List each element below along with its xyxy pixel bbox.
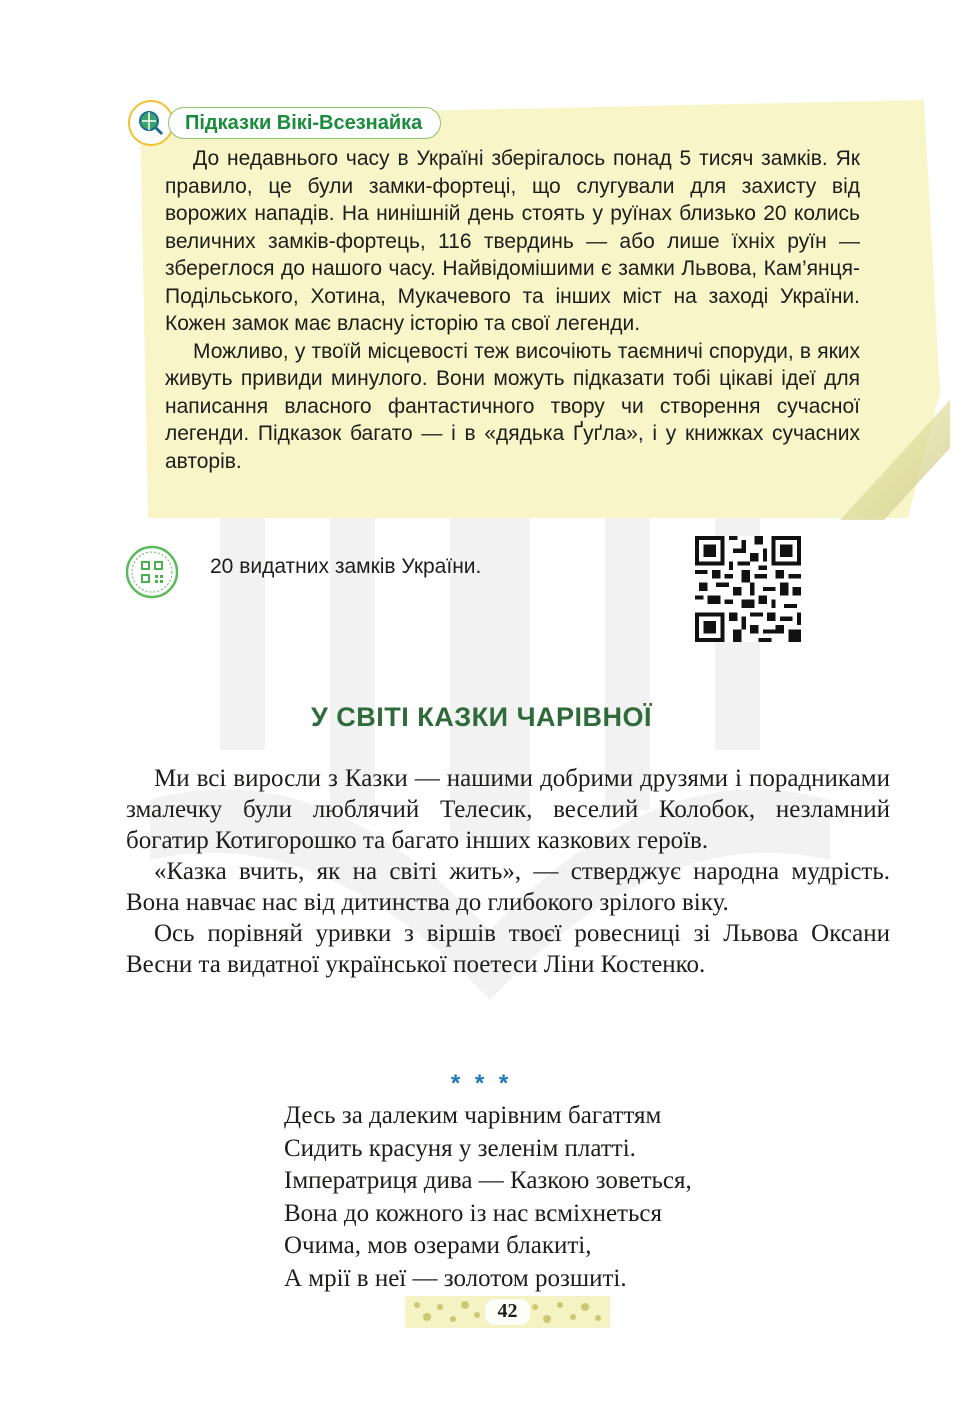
body-paragraph: «Казка вчить, як на світі жить», — стверджує народна мудрість. Вона навчає нас від дитинства до глибокого зрілого віку. bbox=[126, 858, 890, 916]
poem-line: Очима, мов озерами блакиті, bbox=[284, 1232, 592, 1259]
page-number: 42 bbox=[497, 1300, 518, 1322]
poem bbox=[284, 1100, 692, 1295]
body-paragraph: Ось порівняй уривки з віршів твоєї ровесниці зі Львова Оксани Весни та видатної української поетеси Ліни Костенко. bbox=[126, 920, 890, 978]
tip-text bbox=[165, 145, 860, 475]
tip-paragraph: До недавнього часу в Україні зберігалось понад 5 тисяч замків. Як правило, це були замки-фортеці, що слугували для захисту від ворожих нападів. На нинішній день стоять у руїнах близько 20 колись величних замків-фортець, 116 твердинь — або лише їхніх руїн — збереглося до нашого часу. Найвідомішими є замки Львова, Кам’янця-Подільського, Хотина, Мукачевого та інших міст на заході України. Кожен замок має власну історію та свої легенди. bbox=[165, 147, 860, 335]
tip-header bbox=[128, 100, 441, 146]
page-footer bbox=[405, 1293, 610, 1331]
poem-line: Сидить красуня у зеленім платті. bbox=[284, 1134, 636, 1162]
poem-line: Вона до кожного із нас всміхнеться bbox=[284, 1199, 662, 1227]
qr-block bbox=[125, 540, 825, 640]
qr-badge-icon bbox=[125, 545, 179, 599]
poem-line: Імператриця дива — Казкою зоветься, bbox=[284, 1167, 692, 1194]
qr-code[interactable] bbox=[695, 536, 801, 642]
tip-paragraph: Можливо, у твоїй місцевості теж височіють таємничі споруди, в яких живуть привиди минулого. Вони можуть підказати тобі цікаві ідеї для написання власного фантастичного твору чи створення сучасної легенди. Підказок багато — і в «дядька Ґуґла», і у книжках сучасних авторів. bbox=[165, 339, 860, 473]
body-paragraph: Ми всі виросли з Казки — нашими добрими друзями і порадниками змалечку були люблячий Телесик, веселий Колобок, незламний богатир Котигорошко та багато інших казкових героїв. bbox=[126, 765, 890, 854]
section-body bbox=[126, 763, 890, 980]
poem-separator: * * * bbox=[450, 1070, 513, 1097]
qr-caption: 20 видатних замків України. bbox=[210, 555, 482, 578]
poem-line: Десь за далеким чарівним багаттям bbox=[284, 1102, 662, 1129]
section-title: У СВІТІ КАЗКИ ЧАРІВНОЇ bbox=[311, 702, 652, 732]
tip-title: Підказки Вікі-Всезнайка bbox=[168, 107, 441, 139]
poem-line: А мрії в неї — золотом розшиті. bbox=[284, 1264, 627, 1292]
